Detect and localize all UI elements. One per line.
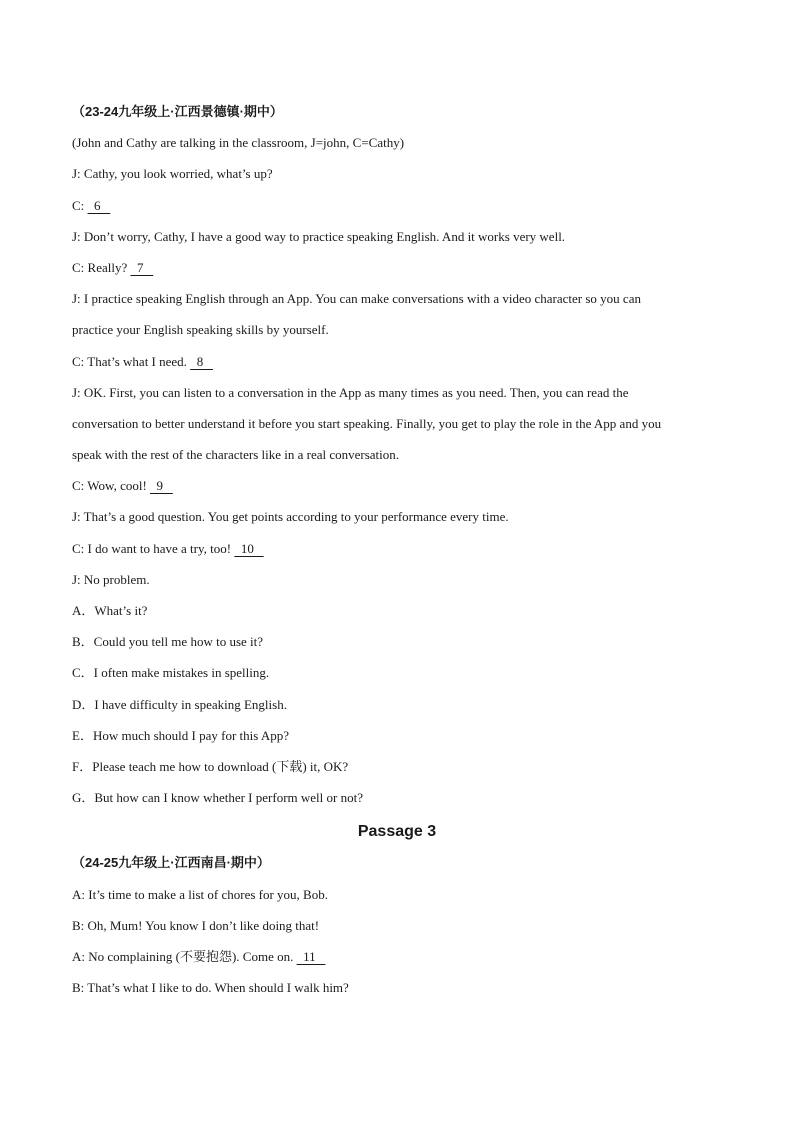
answer-blank-8[interactable]: 8	[190, 353, 213, 369]
dialogue-line: B: That’s what I like to do. When should I walk him?	[72, 980, 349, 996]
option-g: G．But how can I know whether I perform well or not?	[72, 790, 363, 806]
section1-source: （23-24九年级上·江西景德镇·期中）	[72, 104, 283, 119]
dialogue-line: A: It’s time to make a list of chores for you, Bob.	[72, 886, 328, 902]
dialogue-line: C: I do want to have a try, too! 10	[72, 537, 722, 568]
answer-blank-9[interactable]: 9	[150, 478, 173, 494]
dialogue-line: conversation to better understand it before you start speaking. Finally, you get to play the role in the App and you	[72, 415, 662, 431]
dialogue-line: J: OK. First, you can listen to a conversation in the App as many times as you need. Then, you can read the	[72, 384, 629, 400]
answer-blank-7[interactable]: 7	[130, 259, 154, 275]
answer-blank-11[interactable]: 11	[296, 948, 326, 964]
section1-intro: (John and Cathy are talking in the classroom, J=john, C=Cathy)	[72, 135, 405, 151]
dialogue-line: J: No problem.	[72, 571, 150, 587]
dialogue-line: J: I practice speaking English through an App. You can make conversations with a video character so you can	[72, 291, 641, 307]
option-d: D．I have difficulty in speaking English.	[72, 696, 287, 712]
dialogue-line: C: That’s what I need. 8	[72, 350, 722, 381]
answer-blank-10[interactable]: 10	[234, 540, 264, 556]
option-f: F．Please teach me how to download (下载) it, OK?	[72, 758, 349, 774]
section2-source: （24-25九年级上·江西南昌·期中）	[72, 855, 270, 871]
dialogue-line: C: Wow, cool! 9	[72, 474, 722, 505]
option-c: C．I often make mistakes in spelling.	[72, 665, 270, 681]
option-b: B．Could you tell me how to use it?	[72, 634, 264, 650]
dialogue-line: C: Really? 7	[72, 256, 722, 287]
dialogue-line: C: 6	[72, 194, 722, 225]
document-page	[72, 100, 722, 1007]
passage-heading: Passage 3	[357, 823, 437, 841]
dialogue-line: speak with the rest of the characters like in a real conversation.	[72, 447, 400, 463]
section1-dialogue	[72, 162, 722, 599]
section2-dialogue	[72, 883, 722, 1008]
answer-options	[72, 599, 722, 817]
option-e: E．How much should I pay for this App?	[72, 727, 290, 743]
dialogue-line: practice your English speaking skills by yourself.	[72, 322, 329, 338]
dialogue-line: J: Don’t worry, Cathy, I have a good way to practice speaking English. And it works very well.	[72, 228, 566, 244]
option-a: A．What’s it?	[72, 603, 148, 618]
dialogue-line: B: Oh, Mum! You know I don’t like doing that!	[72, 917, 320, 933]
dialogue-line: A: No complaining (不要抱怨). Come on. 11	[72, 945, 722, 976]
dialogue-line: J: Cathy, you look worried, what’s up?	[72, 166, 273, 182]
dialogue-line: J: That’s a good question. You get points according to your performance every time.	[72, 509, 509, 525]
answer-blank-6[interactable]: 6	[87, 197, 111, 213]
